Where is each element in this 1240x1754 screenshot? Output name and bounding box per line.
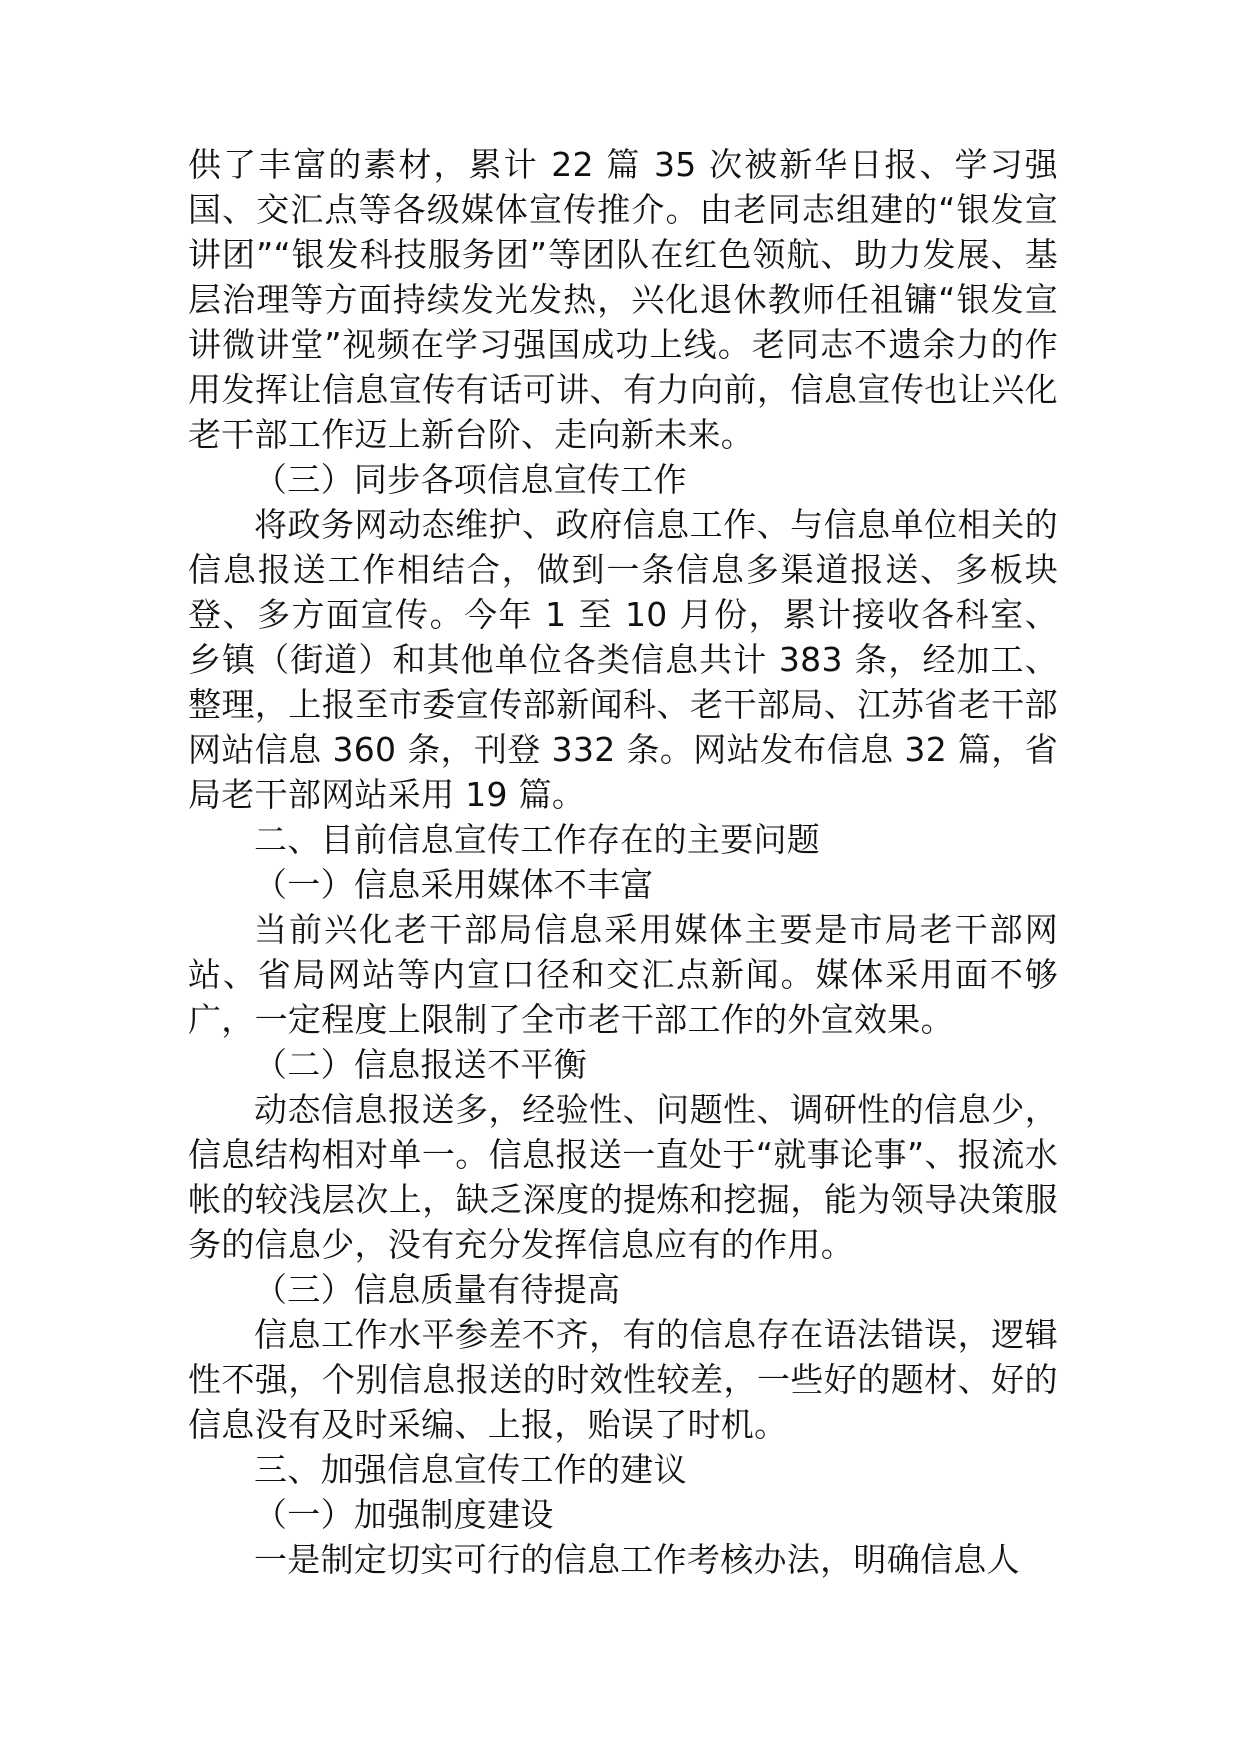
paragraph-media: 当前兴化老干部局信息采用媒体主要是市局老干部网站、省局网站等内宣口径和交汇点新闻。媒体采用面不够广，一定程度上限制了全市老干部工作的外宣效果。 bbox=[188, 910, 1058, 1039]
paragraph-sync-work: 将政务网动态维护、政府信息工作、与信息单位相关的信息报送工作相结合，做到一条信息多渠道报送、多板块登、多方面宣传。今年 1 至 10 月份，累计接收各科室、乡镇（街道）和其他单位各类信息共计 383 条，经加工、整理，上报至市委宣传部新闻科、老干部局、江苏省老干部网站信息 360 条，刊登 332 条。网站发布信息 32 篇，省局老干部网站采用 19 篇。 bbox=[188, 505, 1058, 814]
paragraph-continued: 供了丰富的素材，累计 22 篇 35 次被新华日报、学习强国、交汇点等各级媒体宣传推介。由老同志组建的“银发宣讲团”“银发科技服务团”等团队在红色领航、助力发展、基层治理等方面持续发光发热，兴化退休教师任祖镛“银发宣讲微讲堂”视频在学习强国成功上线。老同志不遗余力的作用发挥让信息宣传有话可讲、有力向前，信息宣传也让兴化老干部工作迈上新台阶、走向新未来。 bbox=[188, 145, 1058, 454]
subheading-media: （一）信息采用媒体不丰富 bbox=[254, 865, 654, 904]
subheading-system: （一）加强制度建设 bbox=[254, 1495, 554, 1534]
subheading-sync-work: （三）同步各项信息宣传工作 bbox=[254, 460, 687, 499]
paragraph-quality: 信息工作水平参差不齐，有的信息存在语法错误，逻辑性不强，个别信息报送的时效性较差，一些好的题材、好的信息没有及时采编、上报，贻误了时机。 bbox=[188, 1315, 1058, 1444]
paragraph-imbalance: 动态信息报送多，经验性、问题性、调研性的信息少，信息结构相对单一。信息报送一直处于“就事论事”、报流水帐的较浅层次上，缺乏深度的提炼和挖掘，能为领导决策服务的信息少，没有充分发挥信息应有的作用。 bbox=[188, 1090, 1058, 1264]
subheading-quality: （三）信息质量有待提高 bbox=[254, 1270, 621, 1309]
paragraph-system: 一是制定切实可行的信息工作考核办法，明确信息人 bbox=[254, 1540, 1020, 1579]
subheading-imbalance: （二）信息报送不平衡 bbox=[254, 1045, 587, 1084]
heading-problems: 二、目前信息宣传工作存在的主要问题 bbox=[254, 820, 821, 859]
document-body bbox=[188, 142, 1058, 1582]
heading-suggestions: 三、加强信息宣传工作的建议 bbox=[254, 1450, 687, 1489]
